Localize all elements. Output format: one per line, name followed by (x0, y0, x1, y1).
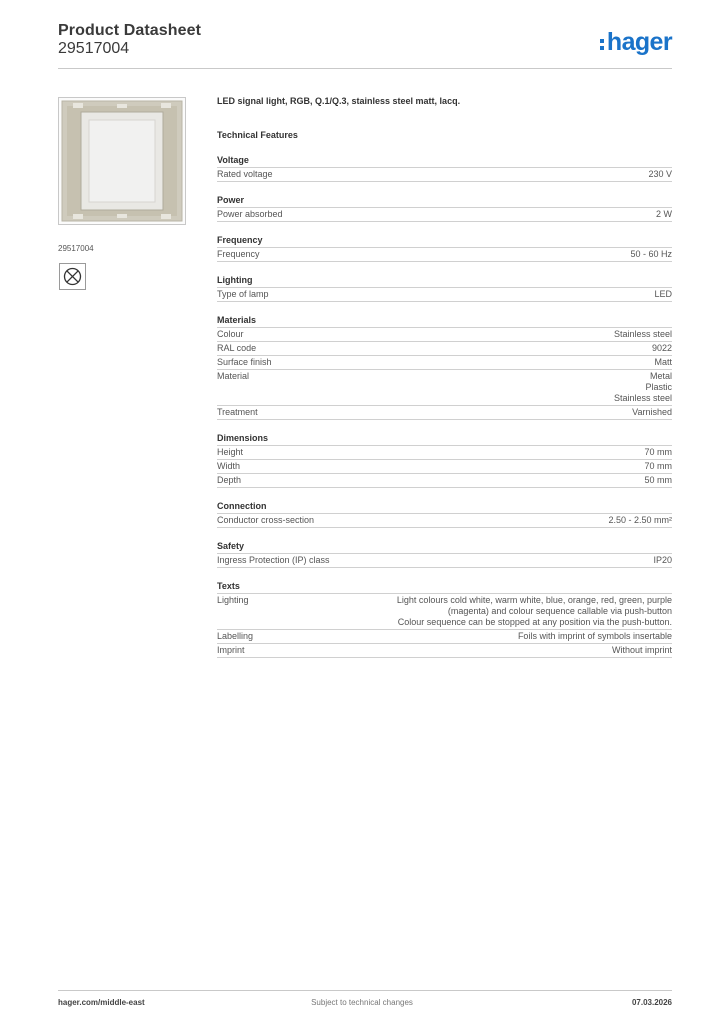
spec-label: Labelling (217, 631, 254, 641)
product-image (58, 97, 186, 225)
spec-label: Power absorbed (217, 209, 283, 219)
spec-row (217, 288, 672, 302)
datasheet-content (217, 95, 672, 658)
page-header (58, 20, 672, 68)
spec-value: 9022 (651, 343, 672, 353)
header-divider (58, 68, 672, 69)
spec-row (217, 208, 672, 222)
spec-value: Foils with imprint of symbols insertable (517, 631, 672, 641)
spec-value: Light colours cold white, warm white, blue, orange, red, green, purple (magenta) and colour sequence callable via push-button Colour sequence can be stopped at any position via the push-button. (396, 595, 672, 627)
spec-value: 2.50 - 2.50 mm² (608, 515, 672, 525)
spec-row (217, 460, 672, 474)
footer-website: hager.com/middle-east (58, 998, 145, 1007)
spec-row (217, 328, 672, 342)
spec-row (217, 474, 672, 488)
feature-groups (217, 154, 672, 658)
spec-label: Material (217, 371, 250, 381)
feature-group (217, 274, 672, 302)
group-title: Lighting (217, 274, 672, 288)
led-signal-light-image (59, 98, 185, 224)
spec-label: RAL code (217, 343, 257, 353)
footer-disclaimer: Subject to technical changes (311, 998, 413, 1007)
feature-group (217, 234, 672, 262)
hager-logo (607, 28, 672, 57)
footer-date: 07.03.2026 (631, 998, 672, 1007)
image-caption: 29517004 (58, 244, 94, 253)
spec-row (217, 248, 672, 262)
spec-label: Conductor cross-section (217, 515, 315, 525)
spec-label: Imprint (217, 645, 245, 655)
article-number: 29517004 (58, 40, 130, 57)
spec-row (217, 370, 672, 406)
group-title: Voltage (217, 154, 672, 168)
logo-dots-icon (600, 39, 604, 51)
spec-label: Treatment (217, 407, 258, 417)
spec-label: Lighting (217, 595, 249, 605)
spec-label: Type of lamp (217, 289, 269, 299)
group-title: Dimensions (217, 432, 672, 446)
spec-value: 50 mm (644, 475, 672, 485)
lamp-symbol-icon (59, 263, 86, 290)
group-title: Connection (217, 500, 672, 514)
spec-row (217, 406, 672, 420)
spec-label: Frequency (217, 249, 260, 259)
footer-divider (58, 990, 672, 991)
spec-value: IP20 (653, 555, 672, 565)
spec-row (217, 446, 672, 460)
spec-row (217, 168, 672, 182)
product-description: LED signal light, RGB, Q.1/Q.3, stainless steel matt, lacq. (217, 96, 461, 106)
spec-value: 2 W (655, 209, 672, 219)
spec-row (217, 356, 672, 370)
spec-label: Surface finish (217, 357, 272, 367)
spec-value: 70 mm (644, 447, 672, 457)
spec-value: Metal Plastic Stainless steel (613, 371, 672, 403)
group-title: Safety (217, 540, 672, 554)
feature-group (217, 154, 672, 182)
group-title: Texts (217, 580, 672, 594)
spec-row (217, 514, 672, 528)
spec-label: Colour (217, 329, 244, 339)
spec-value: Without imprint (611, 645, 672, 655)
spec-row (217, 630, 672, 644)
group-title: Frequency (217, 234, 672, 248)
feature-group (217, 540, 672, 568)
spec-label: Rated voltage (217, 169, 273, 179)
spec-value: 50 - 60 Hz (630, 249, 672, 259)
spec-value: Stainless steel (613, 329, 672, 339)
logo-text: hager (606, 28, 672, 56)
spec-label: Depth (217, 475, 242, 485)
spec-value: LED (654, 289, 672, 299)
spec-value: Matt (654, 357, 672, 367)
group-title: Materials (217, 314, 672, 328)
spec-row (217, 342, 672, 356)
spec-value: 70 mm (644, 461, 672, 471)
group-title: Power (217, 194, 672, 208)
feature-group (217, 432, 672, 488)
feature-group (217, 500, 672, 528)
spec-label: Ingress Protection (IP) class (217, 555, 330, 565)
feature-group (217, 580, 672, 658)
spec-value: Varnished (632, 407, 672, 417)
feature-group (217, 194, 672, 222)
spec-label: Height (217, 447, 244, 457)
spec-label: Width (217, 461, 241, 471)
spec-row (217, 554, 672, 568)
spec-value: 230 V (648, 169, 672, 179)
spec-row (217, 644, 672, 658)
technical-features-heading: Technical Features (217, 130, 298, 140)
page-title: Product Datasheet (58, 22, 202, 39)
spec-row (217, 594, 672, 630)
feature-group (217, 314, 672, 420)
